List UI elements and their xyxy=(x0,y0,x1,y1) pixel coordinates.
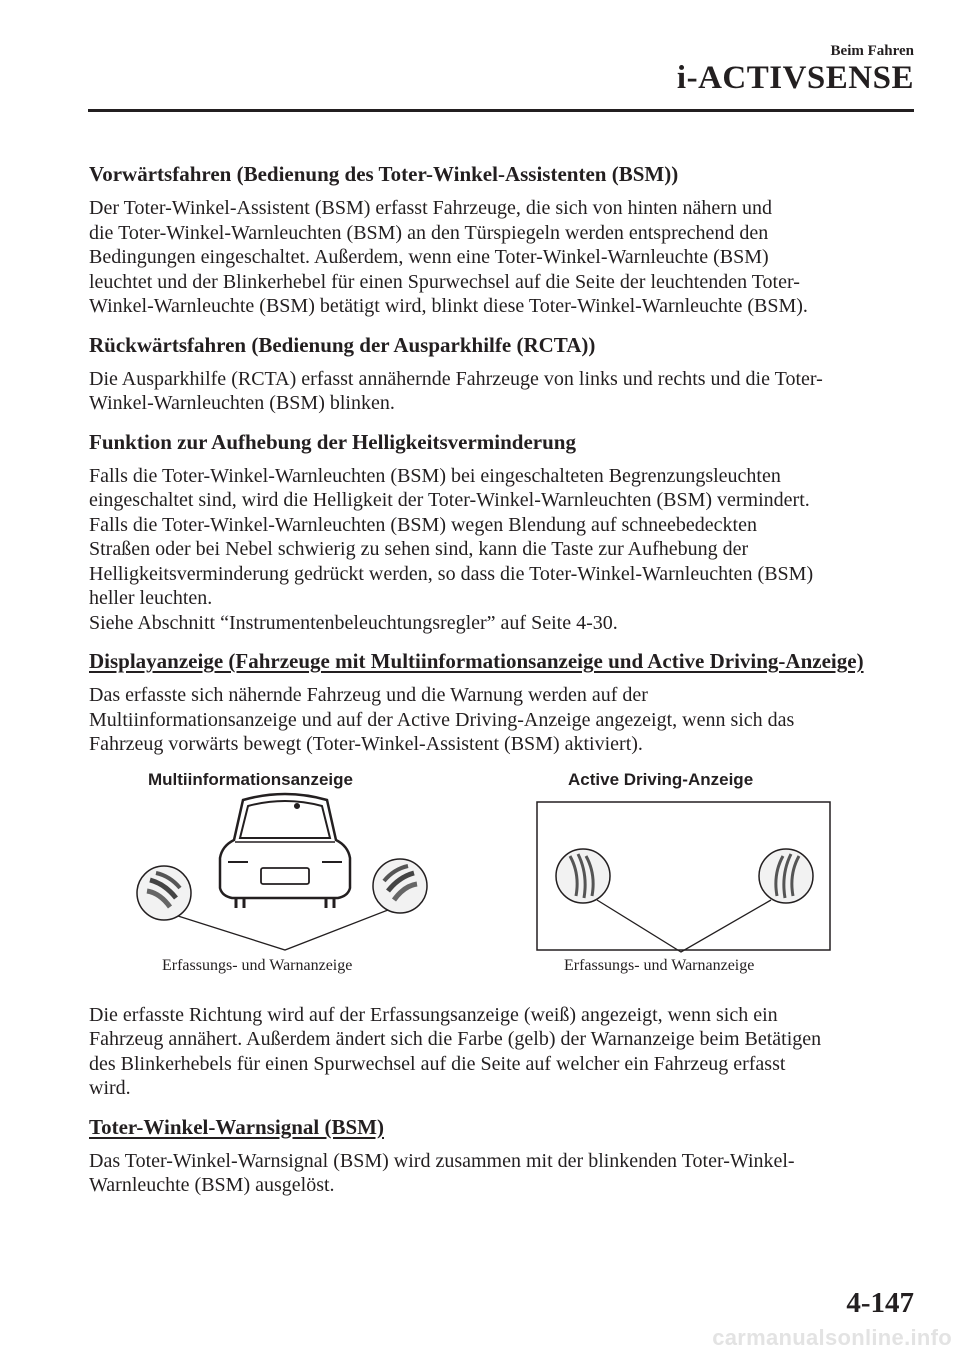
text-line: Fahrzeug vorwärts bewegt (Toter-Winkel-Assistent (BSM) aktiviert). xyxy=(89,733,643,755)
car-rear-icon xyxy=(220,794,350,908)
paragraph-dimmer-cancel xyxy=(89,464,919,636)
text-line: Die erfasste Richtung wird auf der Erfassungsanzeige (weiß) angezeigt, wenn sich ein xyxy=(89,1003,778,1026)
ad-indicator-right-icon xyxy=(759,849,813,903)
detection-indicator-right-icon xyxy=(373,859,427,913)
text-line: Winkel-Warnleuchten (BSM) blinken. xyxy=(89,392,395,414)
display-illustration xyxy=(0,770,960,995)
text-line: des Blinkerhebels für einen Spurwechsel auf die Seite auf welcher ein Fahrzeug erfasst xyxy=(89,1052,786,1075)
caption-right: Erfassungs- und Warnanzeige xyxy=(564,956,755,974)
heading-forward-driving: Vorwärtsfahren (Bedienung des Toter-Winkel-Assistenten (BSM)) xyxy=(89,162,679,186)
watermark: carmanualsonline.info xyxy=(712,1325,952,1350)
multi-info-display-title: Multiinformationsanzeige xyxy=(148,769,353,789)
text-line: Winkel-Warnleuchte (BSM) betätigt wird, blinkt diese Toter-Winkel-Warnleuchte (BSM). xyxy=(89,295,808,317)
text-line: Warnleuchte (BSM) ausgelöst. xyxy=(89,1174,335,1196)
heading-warning-beep: Toter-Winkel-Warnsignal (BSM) xyxy=(89,1114,384,1139)
text-line: Fahrzeug annähert. Außerdem ändert sich die Farbe (gelb) der Warnanzeige beim Betätigen xyxy=(89,1028,822,1050)
text-line: Das erfasste sich nähernde Fahrzeug und die Warnung werden auf der xyxy=(89,684,648,706)
page-number: 4-147 xyxy=(846,1287,914,1319)
detection-indicator-left-icon xyxy=(137,866,191,920)
active-driving-display-title: Active Driving-Anzeige xyxy=(568,769,754,789)
text-line: Multiinformationsanzeige und auf der Active Driving-Anzeige angezeigt, wenn sich das xyxy=(89,708,795,731)
ad-indicator-left-icon xyxy=(556,849,610,903)
text-line: die Toter-Winkel-Warnleuchten (BSM) an den Türspiegeln werden entsprechend den xyxy=(89,221,769,244)
paragraph-display-indication xyxy=(89,683,919,757)
paragraph-warning-beep xyxy=(89,1149,919,1198)
text-line: Bedingungen eingeschaltet. Außerdem, wenn eine Toter-Winkel-Warnleuchte (BSM) xyxy=(89,246,769,268)
chapter-title: i-ACTIVSENSE xyxy=(676,60,914,96)
display-figure xyxy=(89,770,919,995)
text-line: Der Toter-Winkel-Assistent (BSM) erfasst Fahrzeuge, die sich von hinten nähern und xyxy=(89,197,772,219)
heading-reverse-driving: Rückwärtsfahren (Bedienung der Ausparkhilfe (RCTA)) xyxy=(89,332,596,357)
text-line: Falls die Toter-Winkel-Warnleuchten (BSM) bei eingeschalteten Begrenzungsleuchten xyxy=(89,464,781,487)
paragraph-reverse-driving xyxy=(89,367,919,416)
text-line: Helligkeitsverminderung gedrückt werden, so dass die Toter-Winkel-Warnleuchten (BSM) xyxy=(89,562,814,585)
text-line: wird. xyxy=(89,1077,131,1099)
text-line: Das Toter-Winkel-Warnsignal (BSM) wird zusammen mit der blinkenden Toter-Winkel- xyxy=(89,1149,795,1172)
caption-left: Erfassungs- und Warnanzeige xyxy=(162,956,353,974)
paragraph-indicator-colors xyxy=(89,1003,919,1101)
section-title: Beim Fahren xyxy=(830,43,914,59)
page-content xyxy=(89,161,919,1211)
callout-lines-left xyxy=(178,910,388,950)
text-line: Straßen oder bei Nebel schwierig zu sehen sind, kann die Taste zur Aufhebung der xyxy=(89,538,749,560)
heading-display-indication: Displayanzeige (Fahrzeuge mit Multiinformationsanzeige und Active Driving-Anzeige) xyxy=(89,649,864,673)
text-line: leuchtet und der Blinkerhebel für einen Spurwechsel auf die Seite der leuchtenden Toter- xyxy=(89,270,800,293)
header-rule xyxy=(88,109,914,112)
text-line: eingeschaltet sind, wird die Helligkeit der Toter-Winkel-Warnleuchten (BSM) vermindert. xyxy=(89,489,810,511)
text-line: Falls die Toter-Winkel-Warnleuchten (BSM) wegen Blendung auf schneebedeckten xyxy=(89,513,757,536)
heading-dimmer-cancel: Funktion zur Aufhebung der Helligkeitsverminderung xyxy=(89,429,576,454)
text-line: heller leuchten. xyxy=(89,587,213,609)
text-line: Siehe Abschnitt “Instrumentenbeleuchtungsregler” auf Seite 4-30. xyxy=(89,611,618,634)
paragraph-forward-driving xyxy=(89,196,919,319)
text-line: Die Ausparkhilfe (RCTA) erfasst annähernde Fahrzeuge von links und rechts und die Toter- xyxy=(89,367,823,390)
